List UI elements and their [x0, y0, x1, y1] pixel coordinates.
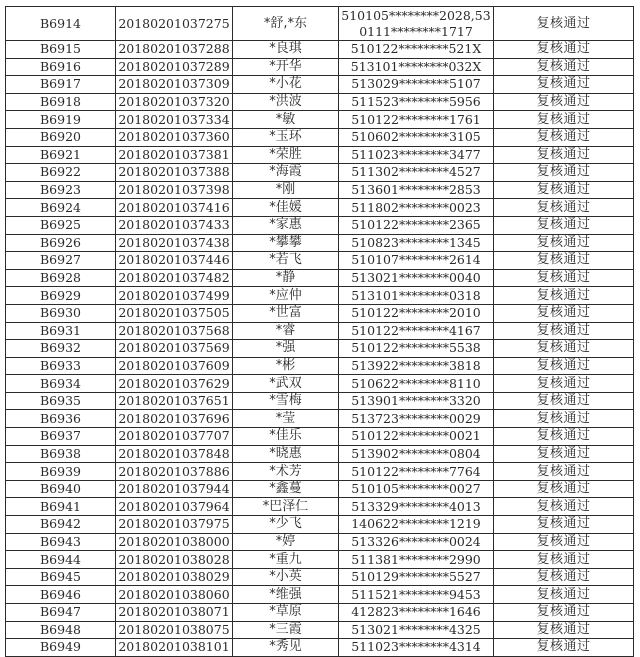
cell-status: 复核通过 — [494, 287, 634, 305]
table-row — [6, 621, 634, 639]
cell-application-id: 20180201037944 — [116, 480, 233, 498]
cell-name: *小英 — [233, 568, 339, 586]
table-row — [6, 128, 634, 146]
cell-status: 复核通过 — [494, 480, 634, 498]
table-row — [6, 392, 634, 410]
cell-application-id: 20180201037651 — [116, 392, 233, 410]
cell-application-id: 20180201038071 — [116, 604, 233, 622]
cell-name: *秀见 — [233, 639, 339, 657]
cell-application-id: 20180201037886 — [116, 463, 233, 481]
cell-id-card: 510105********0027 — [339, 480, 494, 498]
cell-status: 复核通过 — [494, 58, 634, 76]
cell-id-card: 513029********5107 — [339, 76, 494, 94]
cell-id-card: 510122********0021 — [339, 428, 494, 446]
cell-name: *维强 — [233, 586, 339, 604]
cell-application-id: 20180201037360 — [116, 128, 233, 146]
table-row — [6, 252, 634, 270]
cell-id-card: 510823********1345 — [339, 234, 494, 252]
cell-name: *莹 — [233, 410, 339, 428]
cell-number: B6915 — [6, 41, 116, 59]
review-result-sheet — [5, 6, 633, 657]
cell-application-id: 20180201037438 — [116, 234, 233, 252]
cell-status: 复核通过 — [494, 7, 634, 41]
table-row — [6, 111, 634, 129]
cell-number: B6932 — [6, 340, 116, 358]
cell-id-card: 510122********2010 — [339, 304, 494, 322]
cell-name: *海霞 — [233, 164, 339, 182]
cell-number: B6922 — [6, 164, 116, 182]
cell-name: *静 — [233, 269, 339, 287]
cell-name: *婷 — [233, 533, 339, 551]
table-row — [6, 533, 634, 551]
cell-status: 复核通过 — [494, 269, 634, 287]
cell-number: B6918 — [6, 93, 116, 111]
cell-number: B6933 — [6, 357, 116, 375]
cell-application-id: 20180201037629 — [116, 375, 233, 393]
cell-name: *荣胜 — [233, 146, 339, 164]
table-row — [6, 304, 634, 322]
cell-name: *敏 — [233, 111, 339, 129]
cell-application-id: 20180201037964 — [116, 498, 233, 516]
cell-number: B6916 — [6, 58, 116, 76]
cell-status: 复核通过 — [494, 445, 634, 463]
cell-id-card: 511023********3477 — [339, 146, 494, 164]
cell-application-id: 20180201037320 — [116, 93, 233, 111]
cell-name: *家惠 — [233, 216, 339, 234]
cell-number: B6941 — [6, 498, 116, 516]
cell-number: B6940 — [6, 480, 116, 498]
table-row — [6, 428, 634, 446]
cell-name: *鑫蔓 — [233, 480, 339, 498]
cell-application-id: 20180201037975 — [116, 516, 233, 534]
cell-id-card: 513329********4013 — [339, 498, 494, 516]
cell-id-card: 510602********3105 — [339, 128, 494, 146]
cell-id-card: 511523********5956 — [339, 93, 494, 111]
cell-id-card: 513723********0029 — [339, 410, 494, 428]
table-row — [6, 269, 634, 287]
cell-status: 复核通过 — [494, 621, 634, 639]
cell-id-card: 513326********0024 — [339, 533, 494, 551]
cell-id-card: 510122********521X — [339, 41, 494, 59]
table-row — [6, 7, 634, 41]
cell-status: 复核通过 — [494, 164, 634, 182]
cell-name: *术芳 — [233, 463, 339, 481]
cell-application-id: 20180201037609 — [116, 357, 233, 375]
cell-application-id: 20180201037289 — [116, 58, 233, 76]
cell-status: 复核通过 — [494, 322, 634, 340]
cell-number: B6920 — [6, 128, 116, 146]
table-row — [6, 76, 634, 94]
cell-id-card: 510122********1761 — [339, 111, 494, 129]
cell-number: B6919 — [6, 111, 116, 129]
cell-name: *重九 — [233, 551, 339, 569]
cell-application-id: 20180201038101 — [116, 639, 233, 657]
cell-number: B6914 — [6, 7, 116, 41]
cell-application-id: 20180201037381 — [116, 146, 233, 164]
cell-id-card: 510122********2365 — [339, 216, 494, 234]
cell-application-id: 20180201037275 — [116, 7, 233, 41]
cell-id-card: 513902********0804 — [339, 445, 494, 463]
cell-id-card: 510622********8110 — [339, 375, 494, 393]
cell-status: 复核通过 — [494, 146, 634, 164]
cell-status: 复核通过 — [494, 498, 634, 516]
cell-id-card: 511381********2990 — [339, 551, 494, 569]
cell-application-id: 20180201037288 — [116, 41, 233, 59]
table-row — [6, 375, 634, 393]
cell-id-card: 510129********5527 — [339, 568, 494, 586]
cell-application-id: 20180201038000 — [116, 533, 233, 551]
cell-application-id: 20180201037568 — [116, 322, 233, 340]
cell-id-card: 513901********3320 — [339, 392, 494, 410]
cell-status: 复核通过 — [494, 410, 634, 428]
cell-number: B6937 — [6, 428, 116, 446]
cell-application-id: 20180201037499 — [116, 287, 233, 305]
table-row — [6, 41, 634, 59]
cell-status: 复核通过 — [494, 111, 634, 129]
cell-name: *少飞 — [233, 516, 339, 534]
cell-application-id: 20180201038028 — [116, 551, 233, 569]
cell-status: 复核通过 — [494, 375, 634, 393]
table-row — [6, 322, 634, 340]
cell-id-card: 510122********4167 — [339, 322, 494, 340]
cell-id-card: 511023********4314 — [339, 639, 494, 657]
cell-number: B6947 — [6, 604, 116, 622]
cell-name: *草原 — [233, 604, 339, 622]
table-row — [6, 146, 634, 164]
cell-name: *佳乐 — [233, 428, 339, 446]
cell-name: *刚 — [233, 181, 339, 199]
cell-application-id: 20180201037398 — [116, 181, 233, 199]
cell-number: B6924 — [6, 199, 116, 217]
cell-id-card: 510122********5538 — [339, 340, 494, 358]
cell-name: *若飞 — [233, 252, 339, 270]
cell-name: *洪波 — [233, 93, 339, 111]
table-row — [6, 234, 634, 252]
cell-number: B6936 — [6, 410, 116, 428]
table-row — [6, 199, 634, 217]
cell-number: B6943 — [6, 533, 116, 551]
table-row — [6, 480, 634, 498]
cell-name: *巴泽仁 — [233, 498, 339, 516]
table-row — [6, 410, 634, 428]
cell-number: B6931 — [6, 322, 116, 340]
cell-application-id: 20180201037848 — [116, 445, 233, 463]
cell-application-id: 20180201037505 — [116, 304, 233, 322]
cell-name: *强 — [233, 340, 339, 358]
table-body — [6, 7, 634, 657]
cell-status: 复核通过 — [494, 357, 634, 375]
cell-application-id: 20180201037569 — [116, 340, 233, 358]
cell-name: *舒,*东 — [233, 7, 339, 41]
cell-id-card: 511521********9453 — [339, 586, 494, 604]
cell-application-id: 20180201037388 — [116, 164, 233, 182]
table-row — [6, 357, 634, 375]
cell-status: 复核通过 — [494, 392, 634, 410]
cell-name: *良琪 — [233, 41, 339, 59]
cell-application-id: 20180201037707 — [116, 428, 233, 446]
cell-name: *应仲 — [233, 287, 339, 305]
cell-status: 复核通过 — [494, 41, 634, 59]
cell-status: 复核通过 — [494, 340, 634, 358]
cell-number: B6923 — [6, 181, 116, 199]
cell-number: B6945 — [6, 568, 116, 586]
cell-name: *攀攀 — [233, 234, 339, 252]
cell-number: B6928 — [6, 269, 116, 287]
cell-number: B6944 — [6, 551, 116, 569]
cell-status: 复核通过 — [494, 516, 634, 534]
cell-id-card: 513021********0040 — [339, 269, 494, 287]
cell-id-card: 511802********0023 — [339, 199, 494, 217]
cell-number: B6934 — [6, 375, 116, 393]
cell-number: B6926 — [6, 234, 116, 252]
cell-application-id: 20180201037446 — [116, 252, 233, 270]
cell-id-card: 140622********1219 — [339, 516, 494, 534]
table-row — [6, 340, 634, 358]
cell-name: *开华 — [233, 58, 339, 76]
table-row — [6, 58, 634, 76]
cell-application-id: 20180201037482 — [116, 269, 233, 287]
cell-number: B6935 — [6, 392, 116, 410]
table-row — [6, 181, 634, 199]
cell-application-id: 20180201037433 — [116, 216, 233, 234]
cell-status: 复核通过 — [494, 76, 634, 94]
cell-status: 复核通过 — [494, 181, 634, 199]
table-row — [6, 164, 634, 182]
cell-application-id: 20180201038060 — [116, 586, 233, 604]
cell-status: 复核通过 — [494, 304, 634, 322]
cell-application-id: 20180201038029 — [116, 568, 233, 586]
cell-number: B6946 — [6, 586, 116, 604]
table-row — [6, 604, 634, 622]
table-row — [6, 516, 634, 534]
cell-application-id: 20180201038075 — [116, 621, 233, 639]
cell-status: 复核通过 — [494, 639, 634, 657]
table-row — [6, 287, 634, 305]
cell-status: 复核通过 — [494, 128, 634, 146]
cell-status: 复核通过 — [494, 252, 634, 270]
table-row — [6, 551, 634, 569]
cell-name: *睿 — [233, 322, 339, 340]
cell-status: 复核通过 — [494, 604, 634, 622]
cell-id-card: 510122********7764 — [339, 463, 494, 481]
cell-id-card: 510105********2028,530111********1717 — [339, 7, 494, 41]
cell-status: 复核通过 — [494, 533, 634, 551]
cell-name: *晓惠 — [233, 445, 339, 463]
cell-number: B6949 — [6, 639, 116, 657]
cell-id-card: 513601********2853 — [339, 181, 494, 199]
cell-number: B6948 — [6, 621, 116, 639]
table-row — [6, 463, 634, 481]
cell-name: *玉环 — [233, 128, 339, 146]
cell-id-card: 513101********032X — [339, 58, 494, 76]
cell-name: *雪梅 — [233, 392, 339, 410]
cell-id-card: 513922********3818 — [339, 357, 494, 375]
cell-number: B6942 — [6, 516, 116, 534]
cell-number: B6921 — [6, 146, 116, 164]
cell-id-card: 412823********1646 — [339, 604, 494, 622]
cell-status: 复核通过 — [494, 551, 634, 569]
table-row — [6, 216, 634, 234]
cell-application-id: 20180201037416 — [116, 199, 233, 217]
cell-id-card: 511302********4527 — [339, 164, 494, 182]
cell-name: *三霞 — [233, 621, 339, 639]
cell-application-id: 20180201037334 — [116, 111, 233, 129]
cell-number: B6927 — [6, 252, 116, 270]
cell-number: B6938 — [6, 445, 116, 463]
table-row — [6, 445, 634, 463]
table-row — [6, 568, 634, 586]
cell-id-card: 510107********2614 — [339, 252, 494, 270]
cell-status: 复核通过 — [494, 234, 634, 252]
cell-id-card: 513021********4325 — [339, 621, 494, 639]
cell-name: *武双 — [233, 375, 339, 393]
cell-number: B6939 — [6, 463, 116, 481]
cell-status: 复核通过 — [494, 568, 634, 586]
cell-status: 复核通过 — [494, 428, 634, 446]
cell-id-card: 513101********0318 — [339, 287, 494, 305]
cell-application-id: 20180201037309 — [116, 76, 233, 94]
cell-status: 复核通过 — [494, 586, 634, 604]
cell-status: 复核通过 — [494, 199, 634, 217]
cell-status: 复核通过 — [494, 216, 634, 234]
cell-name: *世富 — [233, 304, 339, 322]
cell-status: 复核通过 — [494, 463, 634, 481]
cell-name: *彬 — [233, 357, 339, 375]
cell-name: *小花 — [233, 76, 339, 94]
table-row — [6, 586, 634, 604]
review-result-table — [5, 6, 634, 657]
table-row — [6, 93, 634, 111]
cell-number: B6929 — [6, 287, 116, 305]
table-row — [6, 639, 634, 657]
cell-number: B6930 — [6, 304, 116, 322]
cell-status: 复核通过 — [494, 93, 634, 111]
cell-name: *佳媛 — [233, 199, 339, 217]
cell-application-id: 20180201037696 — [116, 410, 233, 428]
table-row — [6, 498, 634, 516]
cell-number: B6917 — [6, 76, 116, 94]
cell-number: B6925 — [6, 216, 116, 234]
